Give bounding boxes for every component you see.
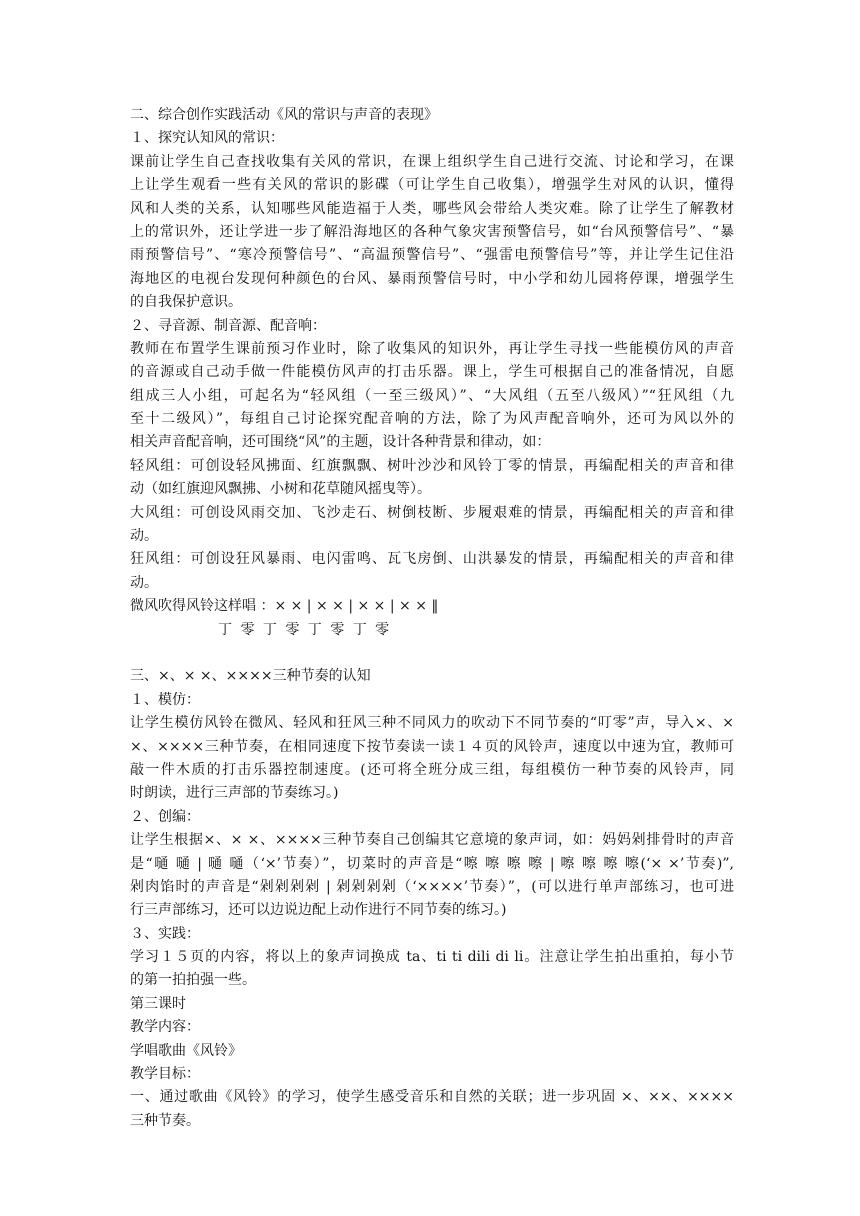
subsection-heading: １、探究认知风的常识： [130,130,284,147]
paragraph-line: 动。 [130,528,158,545]
paragraph-line: 动。 [130,574,158,591]
rhythm-notation: 微风吹得风铃这样唱 ：× × | × × | × × | × × ‖ [130,598,439,615]
paragraph-line: 敲一件木质的打击乐器控制速度。(还可将全班分成三组，每组模仿一种节奏的风铃声，同 [130,761,734,778]
paragraph-line: 大风组：可创设风雨交加、飞沙走石、树倒枝断、步履艰难的情景，再编配相关的声音和律 [130,504,734,521]
paragraph-line: 学习１５页的内容，将以上的象声词换成 ta、ti ti dili di li。注意让学生拍出重拍，每小节 [130,949,734,966]
paragraph-line: 的第一拍拍强一些。 [130,972,256,989]
paragraph-line: 让学生模仿风铃在微风、轻风和狂风三种不同风力的吹动下不同节奏的“叮零”声，导入×、× [130,715,734,732]
paragraph-line: 时朗读，进行三声部的节奏练习。) [130,785,339,802]
paragraph-line: 是“嗵 嗵 | 嗵 嗵（‘×’节奏）”，切菜时的声音是“嚓 嚓 嚓 嚓 | 嚓 嚓 嚓 嚓(‘× ×’节奏)”, [130,855,734,872]
paragraph-line: 轻风组：可创设轻风拂面、红旗飘飘、树叶沙沙和风铃丁零的情景，再编配相关的声音和律 [130,457,734,474]
content-text: 学唱歌曲《风铃》 [130,1042,242,1059]
rhythm-lyrics: 丁 零 丁 零 丁 零 丁 零 [218,621,392,638]
section-heading: 三、×、× ×、××××三种节奏的认知 [130,668,371,685]
paragraph-line: ×、××××三种节奏，在相同速度下按节奏读一读１４页的风铃声，速度以中速为宜，教师可 [130,738,734,755]
paragraph-line: 行三声部练习，还可以边说边配上动作进行不同节奏的练习。) [130,902,507,919]
paragraph-line: 狂风组：可创设狂风暴雨、电闪雷鸣、瓦飞房倒、山洪暴发的情景，再编配相关的声音和律 [130,551,734,568]
objective-line: 三种节奏。 [130,1112,200,1129]
paragraph-line: 海地区的电视台发现何种颜色的台风、暴雨预警信号时，中小学和幼儿园将停课，增强学生 [130,270,734,287]
paragraph-line: 动（如红旗迎风飘拂、小树和花草随风摇曳等）。 [130,481,431,498]
paragraph-line: 雨预警信号”、“寒冷预警信号”、“高温预警信号”、“强雷电预警信号”等，并让学生记住沿 [130,247,734,264]
objective-line: 一、通过歌曲《风铃》的学习，使学生感受音乐和自然的关联；进一步巩固 ×、××、×××× [130,1089,734,1106]
paragraph-line: 的自我保护意识。 [130,294,242,311]
subsection-heading: １、模仿： [130,691,200,708]
paragraph-line: 的音源或自己动手做一件能模仿风声的打击乐器。课上，学生可根据自己的准备情况，自愿 [130,364,734,381]
subsection-heading: ３、实践： [130,925,200,942]
paragraph-line: 上的常识外，还让学进一步了解沿海地区的各种气象灾害预警信号，如“台风预警信号”、“暴 [130,223,734,240]
paragraph-line: 相关声音配音响，还可围绕“风”的主题，设计各种背景和律动，如： [130,434,551,451]
lesson-heading: 第三课时 [130,995,186,1012]
paragraph-line: 上让学生观看一些有关风的常识的影碟（可让学生自己收集），增强学生对风的认识，懂得 [130,177,734,194]
document-body [130,104,734,1133]
subsection-heading: ２、创编： [130,808,200,825]
paragraph-line: 组成三人小组，可起名为“轻风组（一至三级风）”、“大风组（五至八级风）”“狂风组（九 [130,387,734,404]
paragraph-line: 剁肉馅时的声音是“剁剁剁剁 | 剁剁剁剁（‘××××’节奏）”，(可以进行单声部练习，也可进 [130,878,734,895]
paragraph-line: 让学生根据×、× ×、××××三种节奏自己创编其它意境的象声词，如：妈妈剁排骨时的声音 [130,832,734,849]
subsection-heading: ２、寻音源、制音源、配音响： [130,317,326,334]
paragraph-line: 风和人类的关系，认知哪些风能造福于人类，哪些风会带给人类灾难。除了让学生了解教材 [130,200,734,217]
objectives-label: 教学目标： [130,1066,200,1083]
blank-line [130,642,734,665]
paragraph-line: 教师在布置学生课前预习作业时，除了收集风的知识外，再让学生寻找一些能模仿风的声音 [130,340,734,357]
section-heading: 二、综合创作实践活动《风的常识与声音的表现》 [130,107,438,123]
paragraph-line: 至十二级风）”，每组自己讨论探究配音响的方法，除了为风声配音响外，还可为风以外的 [130,411,734,428]
paragraph-line: 课前让学生自己查找收集有关风的常识，在课上组织学生自己进行交流、讨论和学习，在课 [130,153,734,170]
content-label: 教学内容： [130,1019,200,1036]
